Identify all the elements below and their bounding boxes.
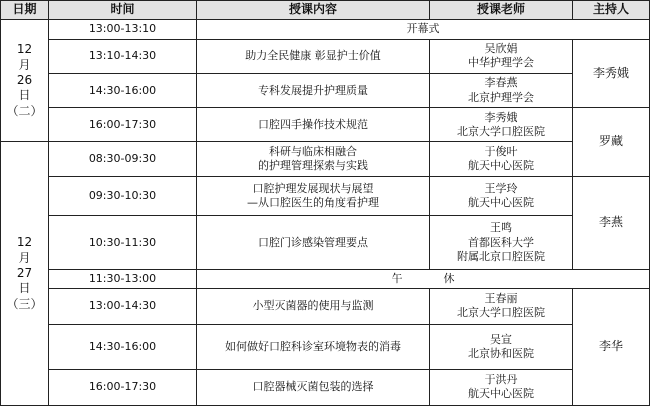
- opening-ceremony: 开幕式: [197, 20, 650, 40]
- header-row: [1, 1, 650, 20]
- topic-cell: 助力全民健康 彰显护士价值: [197, 39, 430, 73]
- table-row: [1, 39, 650, 73]
- topic-line: 科研与临床相融合: [269, 144, 357, 158]
- date-line: 日: [18, 281, 31, 296]
- time-cell: 13:00-13:10: [49, 20, 197, 40]
- time-cell: 16:00-17:30: [49, 369, 197, 405]
- topic-cell: 口腔四手操作技术规范: [197, 108, 430, 142]
- teacher-name: 吴宣: [490, 332, 512, 346]
- lunch-label-1: 午: [391, 271, 403, 285]
- topic-line: 的护理管理探索与实践: [258, 159, 368, 173]
- topic-cell: [197, 142, 430, 176]
- teacher-name: 王鸣: [490, 221, 512, 235]
- table-row: [1, 270, 650, 289]
- date-line: 月: [18, 250, 31, 265]
- table-row: [1, 288, 650, 324]
- lunch-label-2: 休: [443, 271, 455, 285]
- teacher-name: 王学玲: [484, 181, 518, 195]
- teacher-name: 李秀娥: [484, 110, 518, 124]
- time-cell: 08:30-09:30: [49, 142, 197, 176]
- teacher-org: 北京大学口腔医院: [457, 124, 545, 138]
- header-teacher: 授课老师: [430, 1, 573, 20]
- table-row: [1, 108, 650, 142]
- topic-line: —从口腔医生的角度看护理: [247, 195, 379, 209]
- topic-cell: 口腔门诊感染管理要点: [197, 216, 430, 270]
- table-row: [1, 325, 650, 370]
- teacher-cell: [430, 108, 573, 142]
- teacher-name: 李春燕: [484, 76, 518, 90]
- topic-cell: [197, 176, 430, 215]
- date-line: （二）: [6, 103, 43, 118]
- teacher-name: 于洪丹: [484, 373, 518, 387]
- date-line: 12: [16, 235, 33, 250]
- teacher-org: 航天中心医院: [468, 195, 534, 209]
- table-row: [1, 369, 650, 405]
- date-line: 26: [16, 73, 33, 88]
- date-cell-day1: [1, 20, 49, 142]
- teacher-cell: [430, 325, 573, 370]
- topic-cell: 专科发展提升护理质量: [197, 73, 430, 107]
- teacher-org: 航天中心医院: [468, 387, 534, 401]
- date-line: 月: [18, 57, 31, 72]
- teacher-cell: [430, 369, 573, 405]
- teacher-name: 吴欣娟: [484, 42, 518, 56]
- teacher-cell: [430, 142, 573, 176]
- table-row: [1, 176, 650, 215]
- table-row: [1, 20, 650, 40]
- teacher-org: 北京大学口腔医院: [457, 306, 545, 320]
- teacher-cell: [430, 73, 573, 107]
- topic-cell: 如何做好口腔科诊室环境物表的消毒: [197, 325, 430, 370]
- teacher-cell: [430, 288, 573, 324]
- header-date: 日期: [1, 1, 49, 20]
- date-line: 27: [16, 266, 33, 281]
- teacher-name: 于俊叶: [484, 144, 518, 158]
- host-cell: 李华: [573, 288, 650, 405]
- topic-cell: 小型灭菌器的使用与监测: [197, 288, 430, 324]
- topic-line: 口腔护理发展现状与展望: [252, 181, 374, 195]
- table-row: [1, 142, 650, 176]
- time-cell: 14:30-16:00: [49, 325, 197, 370]
- teacher-org: 首都医科大学: [468, 235, 534, 249]
- header-time: 时间: [49, 1, 197, 20]
- date-line: 日: [18, 88, 31, 103]
- time-cell: 14:30-16:00: [49, 73, 197, 107]
- teacher-cell: [430, 216, 573, 270]
- teacher-cell: [430, 176, 573, 215]
- teacher-org: 北京护理学会: [468, 90, 534, 104]
- time-cell: 13:10-14:30: [49, 39, 197, 73]
- teacher-cell: [430, 39, 573, 73]
- host-cell: 李燕: [573, 176, 650, 269]
- lunch-break: [197, 270, 650, 289]
- header-host: 主持人: [573, 1, 650, 20]
- date-line: （三）: [6, 296, 43, 311]
- teacher-name: 王春丽: [484, 292, 518, 306]
- header-topic: 授课内容: [197, 1, 430, 20]
- teacher-org: 附属北京口腔医院: [457, 249, 545, 263]
- host-cell: 李秀娥: [573, 39, 650, 107]
- date-cell-day2: [1, 142, 49, 406]
- host-cell: 罗藏: [573, 108, 650, 176]
- teacher-org: 航天中心医院: [468, 159, 534, 173]
- table-row: [1, 73, 650, 107]
- time-cell: 09:30-10:30: [49, 176, 197, 215]
- time-cell: 10:30-11:30: [49, 216, 197, 270]
- table-row: [1, 216, 650, 270]
- time-cell: 11:30-13:00: [49, 270, 197, 289]
- teacher-org: 北京协和医院: [468, 346, 534, 360]
- date-line: 12: [16, 42, 33, 57]
- time-cell: 13:00-14:30: [49, 288, 197, 324]
- time-cell: 16:00-17:30: [49, 108, 197, 142]
- teacher-org: 中华护理学会: [468, 56, 534, 70]
- topic-cell: 口腔器械灭菌包装的选择: [197, 369, 430, 405]
